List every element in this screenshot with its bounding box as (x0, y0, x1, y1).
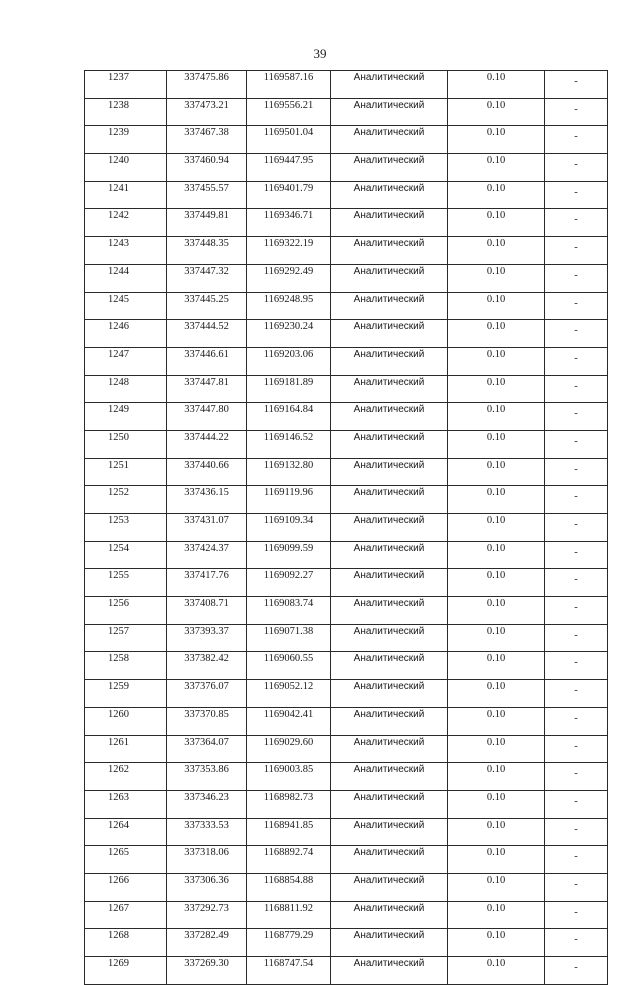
method-cell: Аналитический (331, 209, 448, 237)
accuracy-cell: 0.10 (448, 763, 545, 791)
method-cell: Аналитический (331, 929, 448, 957)
x-coordinate-cell: 337455.57 (167, 181, 247, 209)
x-coordinate-cell: 337447.80 (167, 403, 247, 431)
method-cell: Аналитический (331, 237, 448, 265)
y-coordinate-cell: 1169447.95 (247, 154, 331, 182)
description-cell: - (545, 624, 608, 652)
table-row (85, 320, 608, 348)
table-row (85, 901, 608, 929)
point-number-cell: 1242 (85, 209, 167, 237)
method-cell: Аналитический (331, 181, 448, 209)
x-coordinate-cell: 337376.07 (167, 680, 247, 708)
method-cell: Аналитический (331, 126, 448, 154)
x-coordinate-cell: 337444.22 (167, 430, 247, 458)
method-cell: Аналитический (331, 652, 448, 680)
point-number-cell: 1252 (85, 486, 167, 514)
table-row (85, 181, 608, 209)
description-cell: - (545, 569, 608, 597)
accuracy-cell: 0.10 (448, 569, 545, 597)
y-coordinate-cell: 1169230.24 (247, 320, 331, 348)
y-coordinate-cell: 1169092.27 (247, 569, 331, 597)
method-cell: Аналитический (331, 430, 448, 458)
point-number-cell: 1240 (85, 154, 167, 182)
y-coordinate-cell: 1169029.60 (247, 735, 331, 763)
method-cell: Аналитический (331, 624, 448, 652)
accuracy-cell: 0.10 (448, 181, 545, 209)
x-coordinate-cell: 337353.86 (167, 763, 247, 791)
accuracy-cell: 0.10 (448, 292, 545, 320)
table-row (85, 818, 608, 846)
description-cell: - (545, 209, 608, 237)
method-cell: Аналитический (331, 818, 448, 846)
method-cell: Аналитический (331, 486, 448, 514)
point-number-cell: 1245 (85, 292, 167, 320)
method-cell: Аналитический (331, 873, 448, 901)
table-row (85, 541, 608, 569)
table-row (85, 873, 608, 901)
accuracy-cell: 0.10 (448, 929, 545, 957)
point-number-cell: 1250 (85, 430, 167, 458)
point-number-cell: 1254 (85, 541, 167, 569)
y-coordinate-cell: 1169052.12 (247, 680, 331, 708)
description-cell: - (545, 181, 608, 209)
x-coordinate-cell: 337440.66 (167, 458, 247, 486)
accuracy-cell: 0.10 (448, 458, 545, 486)
point-number-cell: 1238 (85, 98, 167, 126)
y-coordinate-cell: 1168747.54 (247, 957, 331, 985)
method-cell: Аналитический (331, 790, 448, 818)
accuracy-cell: 0.10 (448, 209, 545, 237)
table-row (85, 458, 608, 486)
point-number-cell: 1264 (85, 818, 167, 846)
accuracy-cell: 0.10 (448, 486, 545, 514)
y-coordinate-cell: 1169132.80 (247, 458, 331, 486)
accuracy-cell: 0.10 (448, 154, 545, 182)
description-cell: - (545, 126, 608, 154)
point-number-cell: 1239 (85, 126, 167, 154)
table-row (85, 403, 608, 431)
description-cell: - (545, 735, 608, 763)
table-row (85, 154, 608, 182)
accuracy-cell: 0.10 (448, 320, 545, 348)
x-coordinate-cell: 337364.07 (167, 735, 247, 763)
table-row (85, 430, 608, 458)
accuracy-cell: 0.10 (448, 680, 545, 708)
accuracy-cell: 0.10 (448, 264, 545, 292)
description-cell: - (545, 514, 608, 542)
x-coordinate-cell: 337436.15 (167, 486, 247, 514)
table-row (85, 652, 608, 680)
point-number-cell: 1253 (85, 514, 167, 542)
y-coordinate-cell: 1169203.06 (247, 347, 331, 375)
point-number-cell: 1256 (85, 597, 167, 625)
x-coordinate-cell: 337445.25 (167, 292, 247, 320)
point-number-cell: 1269 (85, 957, 167, 985)
method-cell: Аналитический (331, 680, 448, 708)
y-coordinate-cell: 1169322.19 (247, 237, 331, 265)
point-number-cell: 1243 (85, 237, 167, 265)
accuracy-cell: 0.10 (448, 98, 545, 126)
point-number-cell: 1267 (85, 901, 167, 929)
description-cell: - (545, 320, 608, 348)
x-coordinate-cell: 337269.30 (167, 957, 247, 985)
x-coordinate-cell: 337318.06 (167, 846, 247, 874)
accuracy-cell: 0.10 (448, 430, 545, 458)
x-coordinate-cell: 337417.76 (167, 569, 247, 597)
table-row (85, 846, 608, 874)
point-number-cell: 1244 (85, 264, 167, 292)
accuracy-cell: 0.10 (448, 403, 545, 431)
description-cell: - (545, 98, 608, 126)
y-coordinate-cell: 1169501.04 (247, 126, 331, 154)
method-cell: Аналитический (331, 597, 448, 625)
x-coordinate-cell: 337467.38 (167, 126, 247, 154)
method-cell: Аналитический (331, 957, 448, 985)
method-cell: Аналитический (331, 154, 448, 182)
point-number-cell: 1248 (85, 375, 167, 403)
y-coordinate-cell: 1169401.79 (247, 181, 331, 209)
method-cell: Аналитический (331, 403, 448, 431)
accuracy-cell: 0.10 (448, 652, 545, 680)
method-cell: Аналитический (331, 71, 448, 99)
accuracy-cell: 0.10 (448, 126, 545, 154)
description-cell: - (545, 652, 608, 680)
description-cell: - (545, 597, 608, 625)
table-row (85, 680, 608, 708)
x-coordinate-cell: 337447.32 (167, 264, 247, 292)
y-coordinate-cell: 1169119.96 (247, 486, 331, 514)
description-cell: - (545, 403, 608, 431)
table-row (85, 347, 608, 375)
table-row (85, 929, 608, 957)
accuracy-cell: 0.10 (448, 873, 545, 901)
y-coordinate-cell: 1168892.74 (247, 846, 331, 874)
table-row (85, 707, 608, 735)
point-number-cell: 1266 (85, 873, 167, 901)
table-row (85, 375, 608, 403)
point-number-cell: 1259 (85, 680, 167, 708)
x-coordinate-cell: 337460.94 (167, 154, 247, 182)
method-cell: Аналитический (331, 347, 448, 375)
y-coordinate-cell: 1169099.59 (247, 541, 331, 569)
point-number-cell: 1268 (85, 929, 167, 957)
y-coordinate-cell: 1168779.29 (247, 929, 331, 957)
table-row (85, 790, 608, 818)
point-number-cell: 1255 (85, 569, 167, 597)
page-number: 39 (313, 46, 327, 61)
point-number-cell: 1249 (85, 403, 167, 431)
y-coordinate-cell: 1169346.71 (247, 209, 331, 237)
y-coordinate-cell: 1169071.38 (247, 624, 331, 652)
description-cell: - (545, 458, 608, 486)
point-number-cell: 1265 (85, 846, 167, 874)
method-cell: Аналитический (331, 458, 448, 486)
y-coordinate-cell: 1168982.73 (247, 790, 331, 818)
method-cell: Аналитический (331, 707, 448, 735)
point-number-cell: 1257 (85, 624, 167, 652)
y-coordinate-cell: 1169083.74 (247, 597, 331, 625)
x-coordinate-cell: 337282.49 (167, 929, 247, 957)
accuracy-cell: 0.10 (448, 624, 545, 652)
table-row (85, 71, 608, 99)
x-coordinate-cell: 337306.36 (167, 873, 247, 901)
accuracy-cell: 0.10 (448, 597, 545, 625)
x-coordinate-cell: 337382.42 (167, 652, 247, 680)
method-cell: Аналитический (331, 569, 448, 597)
method-cell: Аналитический (331, 901, 448, 929)
method-cell: Аналитический (331, 735, 448, 763)
accuracy-cell: 0.10 (448, 707, 545, 735)
point-number-cell: 1246 (85, 320, 167, 348)
description-cell: - (545, 541, 608, 569)
x-coordinate-cell: 337346.23 (167, 790, 247, 818)
table-row (85, 209, 608, 237)
table-row (85, 514, 608, 542)
accuracy-cell: 0.10 (448, 818, 545, 846)
point-number-cell: 1247 (85, 347, 167, 375)
x-coordinate-cell: 337473.21 (167, 98, 247, 126)
x-coordinate-cell: 337333.53 (167, 818, 247, 846)
accuracy-cell: 0.10 (448, 957, 545, 985)
accuracy-cell: 0.10 (448, 790, 545, 818)
description-cell: - (545, 680, 608, 708)
method-cell: Аналитический (331, 763, 448, 791)
accuracy-cell: 0.10 (448, 735, 545, 763)
x-coordinate-cell: 337424.37 (167, 541, 247, 569)
y-coordinate-cell: 1169109.34 (247, 514, 331, 542)
y-coordinate-cell: 1168854.88 (247, 873, 331, 901)
description-cell: - (545, 957, 608, 985)
table-row (85, 569, 608, 597)
x-coordinate-cell: 337393.37 (167, 624, 247, 652)
table-row (85, 624, 608, 652)
description-cell: - (545, 430, 608, 458)
method-cell: Аналитический (331, 846, 448, 874)
accuracy-cell: 0.10 (448, 237, 545, 265)
description-cell: - (545, 818, 608, 846)
method-cell: Аналитический (331, 514, 448, 542)
table-row (85, 957, 608, 985)
table-row (85, 597, 608, 625)
y-coordinate-cell: 1169556.21 (247, 98, 331, 126)
point-number-cell: 1263 (85, 790, 167, 818)
x-coordinate-cell: 337447.81 (167, 375, 247, 403)
point-number-cell: 1260 (85, 707, 167, 735)
method-cell: Аналитический (331, 320, 448, 348)
description-cell: - (545, 154, 608, 182)
description-cell: - (545, 375, 608, 403)
x-coordinate-cell: 337370.85 (167, 707, 247, 735)
x-coordinate-cell: 337475.86 (167, 71, 247, 99)
table-row (85, 735, 608, 763)
x-coordinate-cell: 337448.35 (167, 237, 247, 265)
method-cell: Аналитический (331, 541, 448, 569)
description-cell: - (545, 347, 608, 375)
x-coordinate-cell: 337431.07 (167, 514, 247, 542)
description-cell: - (545, 901, 608, 929)
method-cell: Аналитический (331, 375, 448, 403)
point-number-cell: 1237 (85, 71, 167, 99)
description-cell: - (545, 264, 608, 292)
x-coordinate-cell: 337446.61 (167, 347, 247, 375)
method-cell: Аналитический (331, 264, 448, 292)
y-coordinate-cell: 1169587.16 (247, 71, 331, 99)
table-row (85, 264, 608, 292)
y-coordinate-cell: 1169003.85 (247, 763, 331, 791)
point-number-cell: 1241 (85, 181, 167, 209)
accuracy-cell: 0.10 (448, 514, 545, 542)
description-cell: - (545, 707, 608, 735)
accuracy-cell: 0.10 (448, 347, 545, 375)
description-cell: - (545, 71, 608, 99)
y-coordinate-cell: 1169042.41 (247, 707, 331, 735)
description-cell: - (545, 237, 608, 265)
table-row (85, 292, 608, 320)
point-number-cell: 1261 (85, 735, 167, 763)
accuracy-cell: 0.10 (448, 541, 545, 569)
y-coordinate-cell: 1168811.92 (247, 901, 331, 929)
table-body (85, 71, 608, 985)
point-number-cell: 1262 (85, 763, 167, 791)
y-coordinate-cell: 1168941.85 (247, 818, 331, 846)
y-coordinate-cell: 1169146.52 (247, 430, 331, 458)
coordinates-table (84, 70, 608, 985)
accuracy-cell: 0.10 (448, 901, 545, 929)
description-cell: - (545, 790, 608, 818)
y-coordinate-cell: 1169060.55 (247, 652, 331, 680)
method-cell: Аналитический (331, 292, 448, 320)
y-coordinate-cell: 1169164.84 (247, 403, 331, 431)
description-cell: - (545, 929, 608, 957)
x-coordinate-cell: 337292.73 (167, 901, 247, 929)
table-row (85, 98, 608, 126)
accuracy-cell: 0.10 (448, 71, 545, 99)
accuracy-cell: 0.10 (448, 375, 545, 403)
x-coordinate-cell: 337449.81 (167, 209, 247, 237)
x-coordinate-cell: 337444.52 (167, 320, 247, 348)
x-coordinate-cell: 337408.71 (167, 597, 247, 625)
table-row (85, 486, 608, 514)
description-cell: - (545, 763, 608, 791)
point-number-cell: 1251 (85, 458, 167, 486)
y-coordinate-cell: 1169248.95 (247, 292, 331, 320)
table-row (85, 763, 608, 791)
description-cell: - (545, 846, 608, 874)
point-number-cell: 1258 (85, 652, 167, 680)
table-row (85, 237, 608, 265)
description-cell: - (545, 486, 608, 514)
method-cell: Аналитический (331, 98, 448, 126)
description-cell: - (545, 292, 608, 320)
description-cell: - (545, 873, 608, 901)
y-coordinate-cell: 1169292.49 (247, 264, 331, 292)
y-coordinate-cell: 1169181.89 (247, 375, 331, 403)
accuracy-cell: 0.10 (448, 846, 545, 874)
table-row (85, 126, 608, 154)
